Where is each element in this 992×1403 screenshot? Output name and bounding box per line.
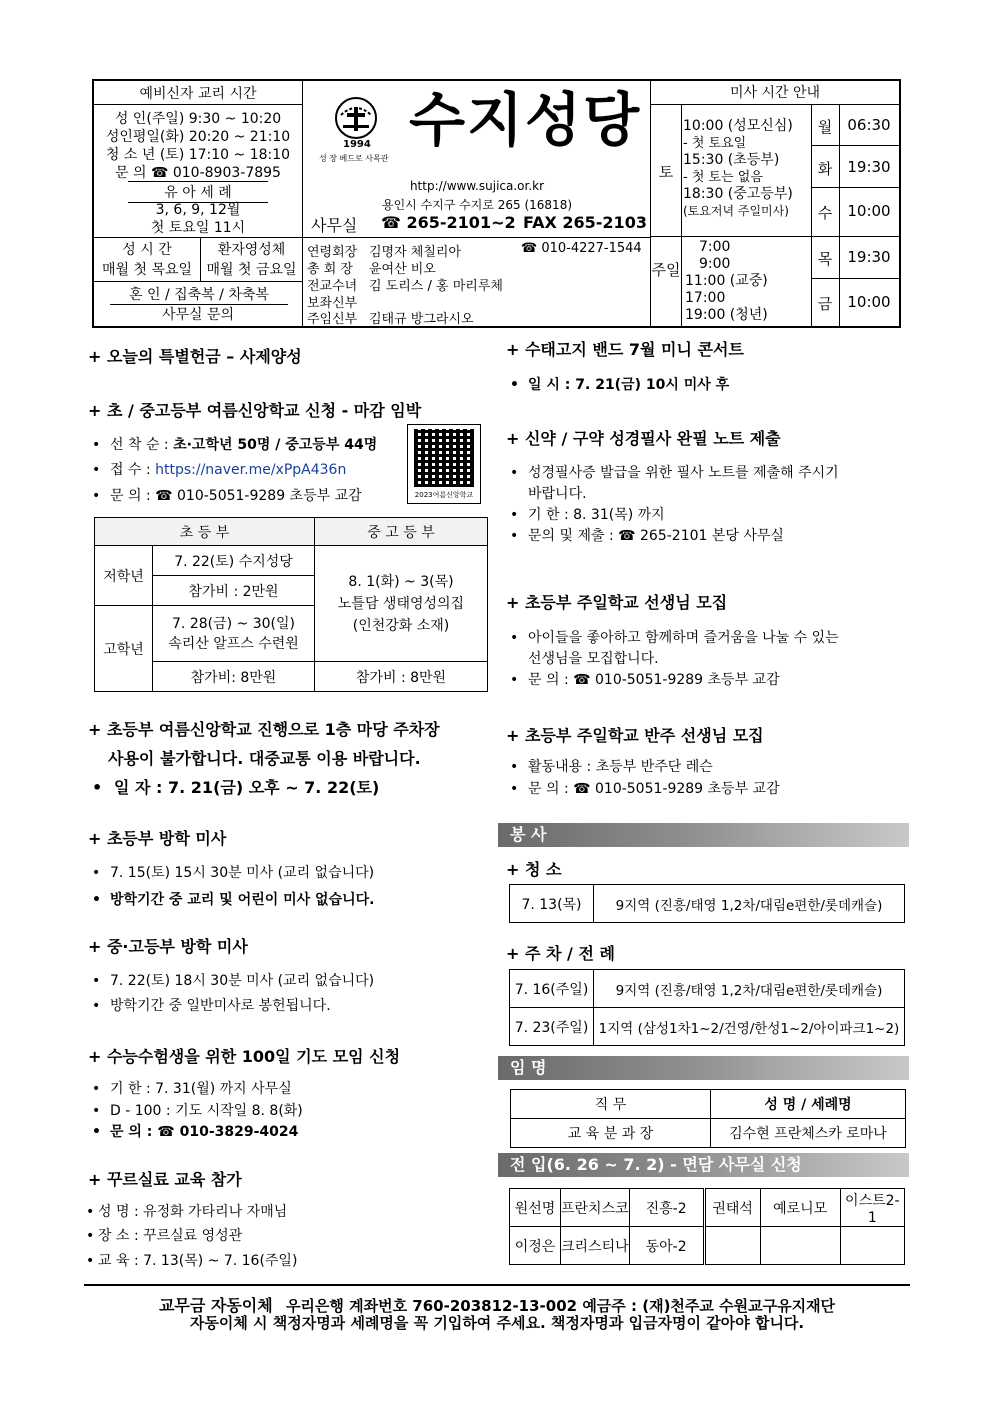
- table-cell: 7. 16(주일): [510, 970, 594, 1008]
- saturday-mass-line: 10:00 (성모신심): [683, 118, 793, 134]
- wedding-title: 혼 인 / 집축복 / 차축복: [110, 284, 288, 305]
- office-phone: ☎ 265-2101~2: [381, 213, 516, 232]
- list-item: • 문 의 : ☎ 010-3829-4024: [92, 1124, 299, 1140]
- parking-notice-date: • 일 자 : 7. 21(금) 오후 ~ 7. 22(토): [92, 778, 380, 797]
- cell-line: 8. 1(화) ~ 3(목): [348, 573, 454, 590]
- sunday-mass-line: 11:00 (교중): [685, 273, 768, 289]
- cleaning-table: [509, 884, 905, 923]
- list-item: • 기 한 : 8. 31(목) 까지: [510, 507, 665, 523]
- table-cell: [315, 546, 488, 662]
- summer-school-item: • 접 수 : https://naver.me/xPpA436n: [92, 462, 347, 478]
- catechism-line: 청 소 년 (토) 17:10 ~ 18:10: [105, 147, 291, 163]
- item-text: 7. 15(토) 15시 30분 미사 (교리 없습니다): [110, 865, 375, 881]
- divider: [811, 236, 899, 237]
- list-item: • 문 의 : ☎ 010-5051-9289 초등부 교감: [510, 672, 780, 688]
- item-text: 성 명 : 유정화 가타리나 자매님: [98, 1204, 288, 1220]
- table-cell: [153, 606, 315, 662]
- item-text: 활동내용 : 초등부 반주단 레슨: [528, 759, 713, 775]
- header-box: [92, 79, 901, 328]
- item-text: 문 의 : ☎ 010-5051-9289 초등부 교감: [528, 781, 780, 797]
- divider: [811, 145, 899, 146]
- divider: [651, 236, 811, 237]
- wedding-value: 사무실 문의: [161, 307, 235, 323]
- table-cell: 참가비: 8만원: [153, 662, 315, 692]
- list-item: • 방학기간 중 교리 및 어린이 미사 없습니다.: [92, 892, 375, 908]
- table-cell: [840, 1227, 904, 1265]
- vacation-youth-heading: + 중·고등부 방학 미사: [88, 937, 248, 956]
- table-header: 초 등 부: [95, 518, 315, 546]
- staff-name: 윤여산 비오: [369, 262, 436, 277]
- table-cell: 9지역 (진흥/태영 1,2차/대림e편한/롯데캐슬): [594, 885, 905, 923]
- staff-role: 전교수녀: [307, 279, 358, 294]
- item-text: 문의 및 제출 : ☎ 265-2101 본당 사무실: [528, 528, 784, 544]
- sunday-mass-line: 19:00 (청년): [685, 307, 768, 323]
- office-label: 사무실: [311, 216, 358, 235]
- table-cell: [704, 1227, 760, 1265]
- item-value: 일 자 : 7. 21(금) 오후 ~ 7. 22(토): [114, 778, 380, 797]
- qr-code-icon: [414, 429, 474, 487]
- staff-role: 주임신부: [307, 312, 358, 327]
- catechism-line: 성인평일(화) 20:20 ~ 21:10: [105, 129, 291, 145]
- staff-role: 연령회장: [307, 245, 358, 260]
- item-label: 문 의 :: [110, 488, 151, 504]
- signup-link[interactable]: https://naver.me/xPpA436n: [155, 462, 347, 478]
- list-item: • 아이들을 좋아하고 함께하며 즐거움을 나눌 수 있는: [510, 630, 839, 646]
- list-item: • 기 한 : 7. 31(월) 까지 사무실: [92, 1081, 292, 1097]
- staff-name: 김태규 방그라시오: [369, 312, 474, 327]
- weekday-label: 화: [817, 160, 833, 178]
- table-cell: 동아-2: [629, 1227, 704, 1265]
- table-cell: 7. 22(토) 수지성당: [153, 546, 315, 576]
- divider: [94, 237, 303, 238]
- header-left: [94, 81, 303, 326]
- staff-role: 보좌신부: [307, 296, 358, 311]
- item-value: ☎ 010-3829-4024: [157, 1124, 299, 1140]
- infant-baptism-title: 유 아 세 례: [128, 181, 268, 203]
- sunday-mass-line: 7:00: [699, 239, 731, 255]
- table-cell: 김수현 프란체스카 로마나: [711, 1119, 906, 1148]
- table-cell: [760, 1227, 840, 1265]
- list-item: • 활동내용 : 초등부 반주단 레슨: [510, 759, 713, 775]
- special-offering-heading: + 오늘의 특별헌금 – 사제양성: [88, 347, 302, 366]
- weekday-label: 금: [817, 295, 833, 313]
- cell-line: (인천강화 소재): [352, 617, 450, 634]
- item-value: 기도 시작일 8. 8(화): [175, 1103, 303, 1119]
- infant-baptism-line: 첫 토요일 11시: [150, 220, 246, 236]
- list-item-continued: 선생님을 모집합니다.: [528, 651, 659, 667]
- saturday-mass-line: - 첫 토요일: [683, 136, 747, 151]
- holy-hour-title: 성 시 간: [122, 242, 172, 258]
- mass-times-title: 미사 시간 안내: [651, 81, 899, 105]
- list-item: • 일 시 : 7. 21(금) 10시 미사 후: [510, 377, 730, 393]
- exam-prayer-heading: + 수능수험생을 위한 100일 기도 모임 신청: [88, 1047, 401, 1066]
- item-label: 접 수 :: [110, 462, 151, 478]
- table-cell: 예로니모: [760, 1189, 840, 1227]
- bank-account: 우리은행 계좌번호 760-203812-13-002 예금주 : (재)천주교 수원교구유지재단: [285, 1297, 836, 1315]
- appointment-table: [510, 1089, 906, 1148]
- accompanist-recruit-heading: + 초등부 주일학교 반주 선생님 모집: [506, 726, 764, 745]
- item-text: 문 의 : ☎ 010-5051-9289 초등부 교감: [528, 672, 780, 688]
- concert-heading: + 수태고지 밴드 7월 미니 콘서트: [506, 340, 744, 359]
- item-label: 문 의 :: [110, 1124, 153, 1140]
- item-text: 성경필사증 발급을 위한 필사 노트를 제출해 주시기: [528, 465, 839, 481]
- item-text: 교 육 : 7. 13(목) ~ 7. 16(주일): [98, 1253, 298, 1269]
- item-label: 선 착 순 :: [110, 437, 169, 453]
- table-cell: 진흥-2: [629, 1189, 704, 1227]
- sunday-label: 주일: [651, 261, 681, 279]
- saturday-mass-line: 15:30 (초등부): [683, 152, 780, 168]
- vacation-child-heading: + 초등부 방학 미사: [88, 829, 227, 848]
- logo-caption: 성 장 베드로 사목관: [319, 154, 389, 163]
- summer-school-heading: + 초 / 중고등부 여름신앙학교 신청 - 마감 임박: [88, 401, 422, 420]
- cursillo-heading: + 꾸르실료 교육 참가: [88, 1170, 242, 1189]
- weekday-time: 10:00: [847, 293, 891, 311]
- list-item: • 문 의 : ☎ 010-5051-9289 초등부 교감: [510, 781, 780, 797]
- parish-logo: [333, 95, 379, 141]
- divider: [811, 187, 899, 188]
- footer-divider: [84, 1284, 910, 1286]
- item-text: 방학기간 중 일반미사로 봉헌됩니다.: [110, 998, 331, 1014]
- item-text: 7. 22(토) 18시 30분 미사 (교리 없습니다): [110, 973, 375, 989]
- weekday-time: 10:00: [847, 202, 891, 220]
- transfer-section-bar: 전 입(6. 26 ~ 7. 2) - 면담 사무실 신청: [498, 1153, 909, 1177]
- website-link[interactable]: http://www.sujica.or.kr: [409, 179, 545, 193]
- weekday-time: 19:30: [847, 248, 891, 266]
- catechism-title: 예비신자 교리 시간: [94, 83, 302, 105]
- holy-hour-value: 매월 첫 목요일: [101, 262, 193, 278]
- table-cell: 9지역 (진흥/태영 1,2차/대림e편한/롯데캐슬): [594, 970, 905, 1008]
- item-value: 초·고학년 50명 / 중고등부 44명: [173, 437, 378, 453]
- divider: [303, 237, 651, 238]
- header-center: [303, 81, 651, 326]
- parking-notice-line: 사용이 불가합니다. 대중교통 이용 바랍니다.: [108, 749, 421, 768]
- item-text: 일 시 : 7. 21(금) 10시 미사 후: [528, 377, 730, 393]
- weekday-time: 19:30: [847, 158, 891, 176]
- mass-times: [651, 81, 899, 326]
- bible-copy-heading: + 신약 / 구약 성경필사 완필 노트 제출: [506, 429, 781, 448]
- saturday-mass-line: - 첫 토는 없음: [683, 170, 763, 185]
- catechism-contact: 문 의 ☎ 010-8903-7895: [115, 165, 281, 181]
- catechism-line: 성 인(주일) 9:30 ~ 10:20: [114, 111, 282, 127]
- list-item-continued: 바랍니다.: [528, 486, 587, 502]
- list-item: • 성 명 : 유정화 가타리나 자매님: [86, 1204, 288, 1220]
- saturday-mass-line: (토요저녁 주일미사): [683, 204, 789, 218]
- sunday-mass-line: 17:00: [685, 290, 726, 306]
- staff-phone: ☎ 010-4227-1544: [521, 241, 642, 256]
- qr-code[interactable]: [407, 424, 481, 504]
- table-cell: 프란치스코: [561, 1189, 630, 1227]
- table-cell: 원선명: [510, 1189, 561, 1227]
- qr-caption: 2023여름신앙학교: [414, 491, 474, 499]
- table-cell: 이스트2-1: [840, 1189, 904, 1227]
- item-label: D - 100 :: [110, 1103, 171, 1119]
- footer-note: 자동이체 시 책정자명과 세례명을 꼭 기입하여 주세요. 책정자명과 입금자명이 같아야 합니다.: [189, 1314, 805, 1332]
- summer-school-item: • 문 의 : ☎ 010-5051-9289 초등부 교감: [92, 488, 362, 504]
- staff-name: 김 도리스 / 홍 마리루체: [369, 279, 503, 294]
- list-item: • 교 육 : 7. 13(목) ~ 7. 16(주일): [86, 1253, 298, 1269]
- item-label: 기 한 :: [110, 1081, 151, 1097]
- table-header: 성 명 / 세례명: [711, 1090, 906, 1119]
- item-value: 7. 31(월) 까지 사무실: [155, 1081, 292, 1097]
- parking-liturgy-table: [509, 969, 905, 1046]
- item-text: 기 한 : 8. 31(목) 까지: [528, 507, 665, 523]
- list-item: • 방학기간 중 일반미사로 봉헌됩니다.: [92, 998, 331, 1014]
- sick-communion-value: 매월 첫 금요일: [206, 262, 297, 278]
- sick-communion-title: 환자영성체: [217, 242, 286, 258]
- cell-line: 7. 28(금) ~ 30(일): [172, 615, 295, 632]
- cross-logo-icon: [333, 95, 379, 141]
- saturday-masses: [683, 118, 811, 220]
- table-cell: 권태석: [704, 1189, 760, 1227]
- item-text: 방학기간 중 교리 및 어린이 미사 없습니다.: [110, 892, 375, 908]
- divider: [94, 281, 303, 282]
- school-table: [94, 517, 488, 692]
- cell-line: 노틀담 생태영성의집: [337, 595, 465, 612]
- item-text: 장 소 : 꾸르실료 영성관: [98, 1228, 243, 1244]
- weekday-label: 목: [817, 250, 833, 268]
- table-cell: 7. 23(주일): [510, 1008, 594, 1046]
- transfer-table: [509, 1188, 905, 1265]
- list-item: • D - 100 : 기도 시작일 8. 8(화): [92, 1103, 303, 1119]
- table-header: 직 무: [511, 1090, 711, 1119]
- teacher-recruit-heading: + 초등부 주일학교 선생님 모집: [506, 593, 728, 612]
- infant-baptism-line: 3, 6, 9, 12월: [155, 202, 241, 218]
- saturday-label: 토: [658, 163, 674, 181]
- table-header: 중 고 등 부: [315, 518, 488, 546]
- table-cell: 고학년: [95, 606, 153, 692]
- divider: [811, 278, 899, 279]
- item-text: 아이들을 좋아하고 함께하며 즐거움을 나눌 수 있는: [528, 630, 839, 646]
- address: 용인시 수지구 수지로 265 (16818): [381, 198, 573, 212]
- parking-liturgy-heading: + 주 차 / 전 례: [506, 944, 615, 963]
- staff-role: 총 회 장: [307, 262, 353, 277]
- list-item: • 문의 및 제출 : ☎ 265-2101 본당 사무실: [510, 528, 784, 544]
- weekday-time: 06:30: [847, 116, 891, 134]
- divider: [681, 105, 682, 326]
- fax-number: FAX 265-2103: [523, 213, 647, 232]
- parish-name: 수지성당: [409, 86, 642, 154]
- weekday-label: 월: [817, 118, 833, 136]
- logo-year: 1994: [343, 139, 371, 150]
- summer-school-item: • 선 착 순 : 초·고학년 50명 / 중고등부 44명: [92, 437, 378, 453]
- parking-notice-line: + 초등부 여름신앙학교 진행으로 1층 마당 주차장: [88, 720, 440, 739]
- appointment-section-bar: 임 명: [498, 1056, 909, 1080]
- table-cell: 참가비 : 2만원: [153, 576, 315, 606]
- auto-transfer-label: 교무금 자동이체: [158, 1296, 273, 1315]
- item-value: ☎ 010-5051-9289 초등부 교감: [155, 488, 362, 504]
- sunday-masses: [685, 239, 811, 324]
- table-cell: 교 육 분 과 장: [511, 1119, 711, 1148]
- list-item: • 7. 22(토) 18시 30분 미사 (교리 없습니다): [92, 973, 375, 989]
- saturday-mass-line: 18:30 (중고등부): [683, 186, 793, 202]
- table-cell: 1지역 (삼성1차1~2/건영/한성1~2/아이파크1~2): [594, 1008, 905, 1046]
- table-cell: 참가비 : 8만원: [315, 662, 488, 692]
- weekday-label: 수: [817, 204, 833, 222]
- table-cell: 크리스티나: [561, 1227, 630, 1265]
- table-cell: 7. 13(목): [510, 885, 594, 923]
- staff-name: 김명자 체칠리아: [369, 245, 462, 260]
- list-item: • 7. 15(토) 15시 30분 미사 (교리 없습니다): [92, 865, 375, 881]
- list-item: • 장 소 : 꾸르실료 영성관: [86, 1228, 243, 1244]
- table-cell: 이정은: [510, 1227, 561, 1265]
- list-item: • 성경필사증 발급을 위한 필사 노트를 제출해 주시기: [510, 465, 839, 481]
- table-cell: 저학년: [95, 546, 153, 606]
- service-section-bar: 봉 사: [498, 823, 909, 847]
- cell-line: 속리산 알프스 수련원: [168, 635, 299, 652]
- cleaning-heading: + 청 소: [506, 860, 562, 879]
- sunday-mass-line: 9:00: [699, 256, 731, 272]
